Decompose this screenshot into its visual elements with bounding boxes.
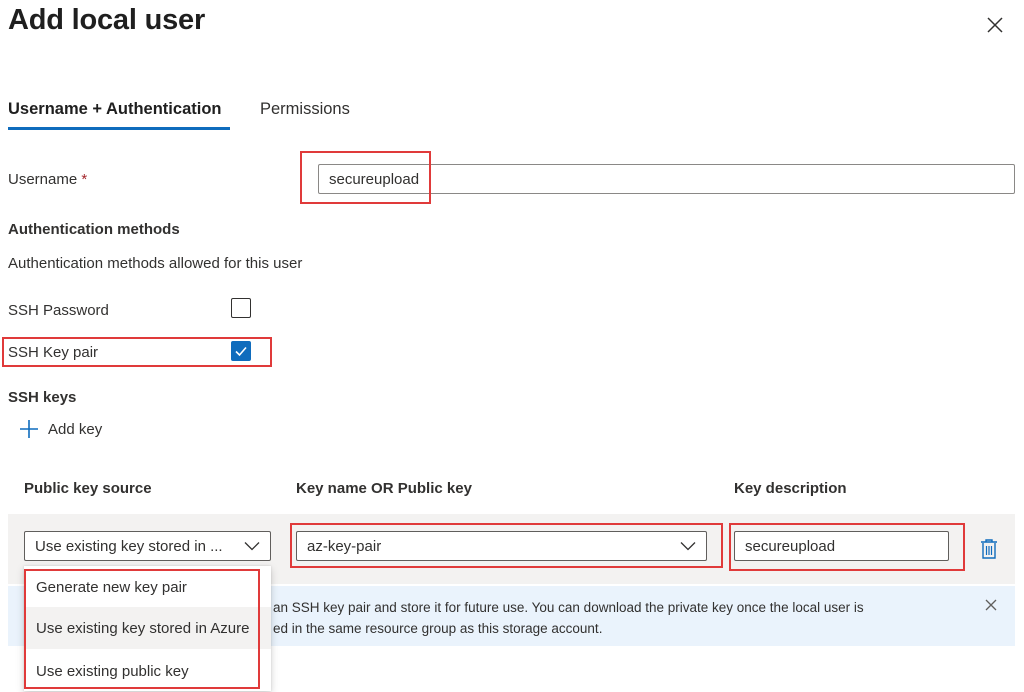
ssh-password-label: SSH Password	[8, 302, 109, 319]
public-key-source-value: Use existing key stored in ...	[35, 537, 223, 555]
username-input[interactable]	[318, 164, 1015, 194]
active-tab-indicator	[8, 127, 230, 130]
close-icon[interactable]	[982, 12, 1008, 38]
panel-title: Add local user	[8, 4, 206, 36]
key-name-value: az-key-pair	[307, 537, 382, 555]
checkmark-icon	[232, 342, 250, 360]
chevron-down-icon	[244, 541, 260, 551]
delete-key-button[interactable]	[980, 538, 998, 565]
auth-methods-description: Authentication methods allowed for this user	[8, 255, 303, 272]
username-label	[8, 171, 87, 188]
add-key-label: Add key	[48, 420, 103, 438]
info-line-2: ed in the same resource group as this storage account.	[273, 621, 603, 636]
ssh-keys-heading: SSH keys	[8, 389, 77, 406]
column-key-description: Key description	[734, 480, 847, 497]
ssh-key-pair-label: SSH Key pair	[8, 344, 99, 361]
column-public-key-source: Public key source	[24, 480, 152, 497]
username-value: secureupload	[329, 170, 420, 188]
username-label-text: Username	[8, 171, 78, 188]
option-use-existing-key-azure[interactable]: Use existing key stored in Azure	[24, 607, 271, 649]
public-key-source-dropdown	[24, 566, 271, 691]
key-description-input[interactable]	[734, 531, 949, 561]
info-close-icon[interactable]	[984, 598, 998, 617]
chevron-down-icon	[680, 541, 696, 551]
column-key-name: Key name OR Public key	[296, 480, 472, 497]
tab-permissions[interactable]: Permissions	[260, 100, 350, 118]
key-description-value: secureupload	[745, 537, 836, 555]
option-use-existing-public-key[interactable]: Use existing public key	[36, 662, 189, 680]
ssh-password-checkbox[interactable]	[231, 298, 251, 318]
delete-icon	[980, 538, 998, 560]
ssh-key-pair-checkbox[interactable]	[231, 341, 251, 361]
tab-username-authentication[interactable]: Username + Authentication	[8, 100, 222, 118]
info-line-1: an SSH key pair and store it for future use. You can download the private key once the local user is	[273, 600, 864, 615]
public-key-source-select[interactable]	[24, 531, 271, 561]
add-key-button[interactable]	[18, 418, 102, 440]
add-icon	[18, 418, 40, 440]
required-marker: *	[81, 171, 88, 188]
key-name-select[interactable]	[296, 531, 707, 561]
auth-methods-heading: Authentication methods	[8, 221, 180, 238]
info-message-text	[273, 597, 864, 639]
option-generate-new-key-pair[interactable]: Generate new key pair	[36, 578, 187, 596]
